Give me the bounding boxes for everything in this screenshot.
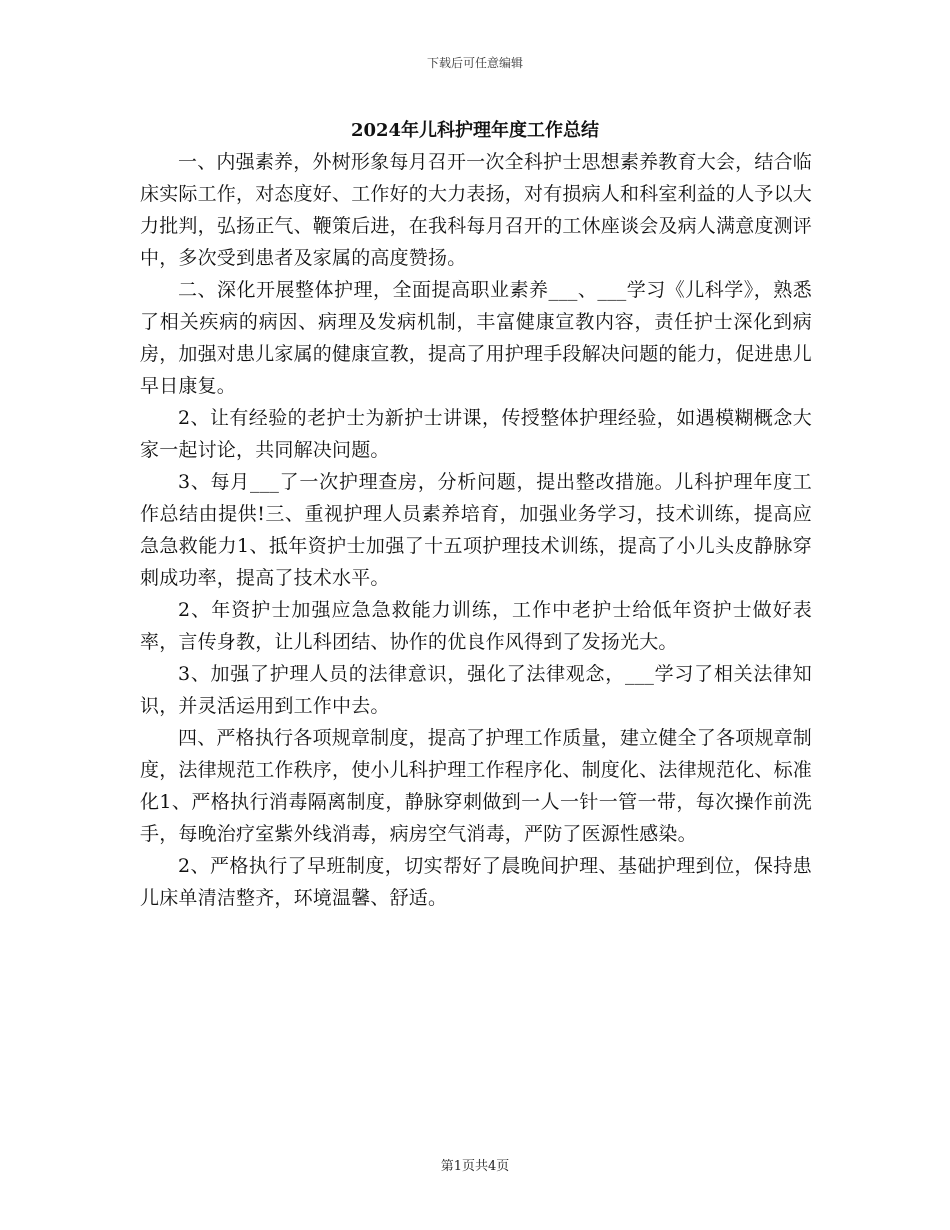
document-body: [140, 146, 812, 914]
paragraph-4: 3、每月___了一次护理查房，分析问题，提出整改措施。儿科护理年度工作总结由提供!三、重视护理人员素养培育，加强业务学习，技术训练，提高应急急救能力1、抵年资护士加强了十五项护理技术训练，提高了小儿头皮静脉穿刺成功率，提高了技术水平。: [140, 471, 812, 589]
paragraph-3: 2、让有经验的老护士为新护士讲课，传授整体护理经验，如遇模糊概念大家一起讨论，共同解决问题。: [140, 407, 812, 461]
paragraph-7: 四、严格执行各项规章制度，提高了护理工作质量，建立健全了各项规章制度，法律规范工作秩序，使小儿科护理工作程序化、制度化、法律规范化、标准化1、严格执行消毒隔离制度，静脉穿刺做到一人一针一管一带，每次操作前洗手，每晚治疗室紫外线消毒，病房空气消毒，严防了医源性感染。: [140, 727, 813, 845]
paragraph-1: 一、内强素养，外树形象每月召开一次全科护士思想素养教育大会，结合临床实际工作，对态度好、工作好的大力表扬，对有损病人和科室利益的人予以大力批判，弘扬正气、鞭策后进，在我科每月召开的工休座谈会及病人满意度测评中，多次受到患者及家属的高度赞扬。: [140, 151, 813, 269]
paragraph-8: 2、严格执行了早班制度，切实帮好了晨晚间护理、基础护理到位，保持患儿床单清洁整齐，环境温馨、舒适。: [140, 855, 812, 909]
page-number: 第1页共4页: [440, 1159, 510, 1174]
paragraph-2: 二、深化开展整体护理，全面提高职业素养___、___学习《儿科学》，熟悉了相关疾病的病因、病理及发病机制，丰富健康宣教内容，责任护士深化到病房，加强对患儿家属的健康宣教，提高了用护理手段解决问题的能力，促进患儿早日康复。: [140, 279, 813, 397]
paragraph-6: 3、加强了护理人员的法律意识，强化了法律观念，___学习了相关法律知识，并灵活运用到工作中去。: [140, 663, 812, 717]
paragraph-5: 2、年资护士加强应急急救能力训练，工作中老护士给低年资护士做好表率，言传身教，让儿科团结、协作的优良作风得到了发扬光大。: [140, 599, 812, 653]
document-title: 2024年儿科护理年度工作总结: [350, 120, 600, 141]
header-note: 下载后可任意编辑: [426, 56, 523, 70]
